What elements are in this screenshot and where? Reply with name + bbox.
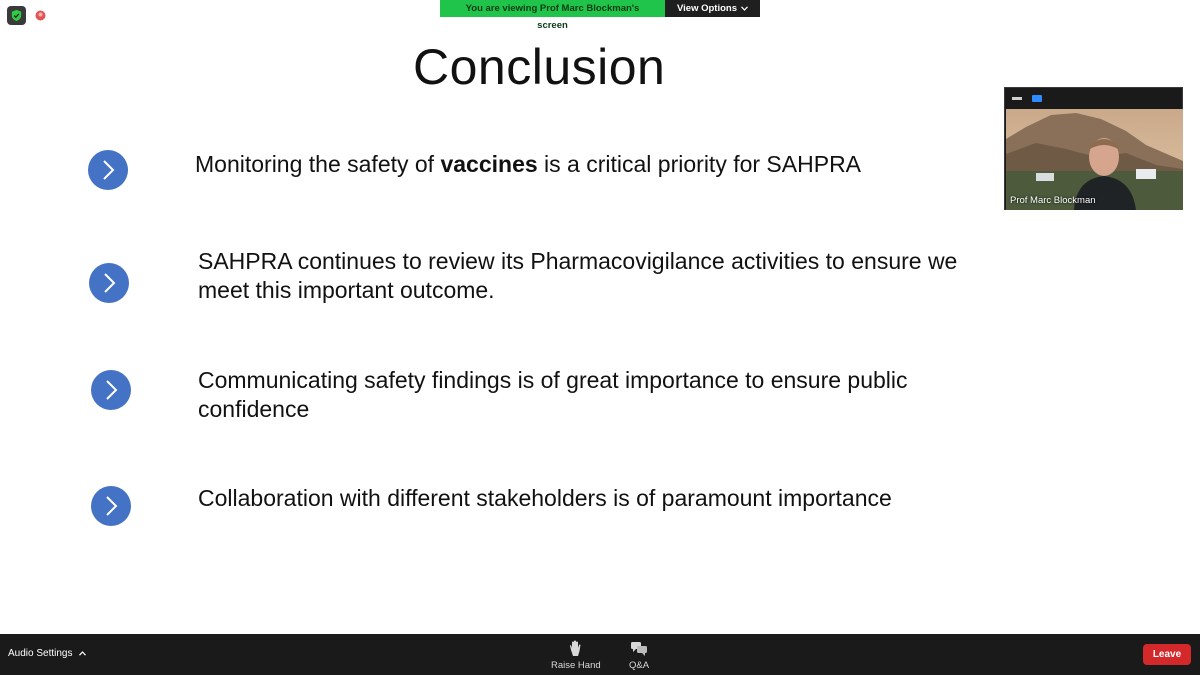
participant-name-label: Prof Marc Blockman: [1010, 195, 1096, 206]
bullet-2-text: [198, 247, 957, 305]
bullet-3-line-2: confidence: [198, 396, 310, 422]
bullet-2-line-1: SAHPRA continues to review its Pharmacovigilance activities to ensure we: [198, 248, 958, 274]
enlarge-video-button[interactable]: [1032, 95, 1042, 102]
bullet-1-text: [195, 150, 861, 179]
chevron-down-icon: [741, 6, 748, 11]
view-options-button[interactable]: [665, 0, 760, 17]
audio-settings-button[interactable]: [8, 648, 86, 659]
meeting-toolbar: [0, 634, 1200, 675]
bullet-4-text: Collaboration with different stakeholders is of paramount importance: [198, 485, 892, 511]
audio-settings-label: Audio Settings: [8, 648, 73, 659]
raise-hand-icon: [567, 640, 585, 657]
viewing-screen-text: You are viewing Prof Marc Blockman's screen: [440, 0, 665, 17]
chevron-up-icon: [79, 651, 86, 656]
video-tile-header: [1005, 88, 1182, 109]
participant-video-tile[interactable]: [1004, 87, 1183, 210]
chevron-right-icon: [88, 150, 128, 190]
bullet-3-line-1: Communicating safety findings is of great importance to ensure public: [198, 367, 908, 393]
bullet-3-text: [198, 366, 908, 424]
slide-title: Conclusion: [413, 39, 666, 95]
minimize-video-button[interactable]: [1012, 97, 1022, 100]
screen-share-banner: [440, 0, 760, 31]
bullet-1-bold: vaccines: [440, 151, 538, 177]
qa-button[interactable]: [629, 640, 649, 671]
bullet-2-line-2: meet this important outcome.: [198, 277, 495, 303]
view-options-label: View Options: [676, 3, 737, 14]
qa-label: Q&A: [629, 660, 650, 671]
bullet-1-after: is a critical priority for SAHPRA: [537, 151, 862, 177]
security-shield-icon[interactable]: [7, 6, 26, 25]
chevron-right-icon: [91, 370, 131, 410]
qa-chat-icon: [630, 640, 648, 657]
raise-hand-button[interactable]: [551, 640, 601, 671]
chevron-right-icon: [89, 263, 129, 303]
raise-hand-label: Raise Hand: [551, 660, 601, 671]
leave-button[interactable]: Leave: [1143, 644, 1191, 665]
chevron-right-icon: [91, 486, 131, 526]
bullet-1-before: Monitoring the safety of: [195, 151, 441, 177]
recording-indicator-icon: [35, 10, 46, 21]
